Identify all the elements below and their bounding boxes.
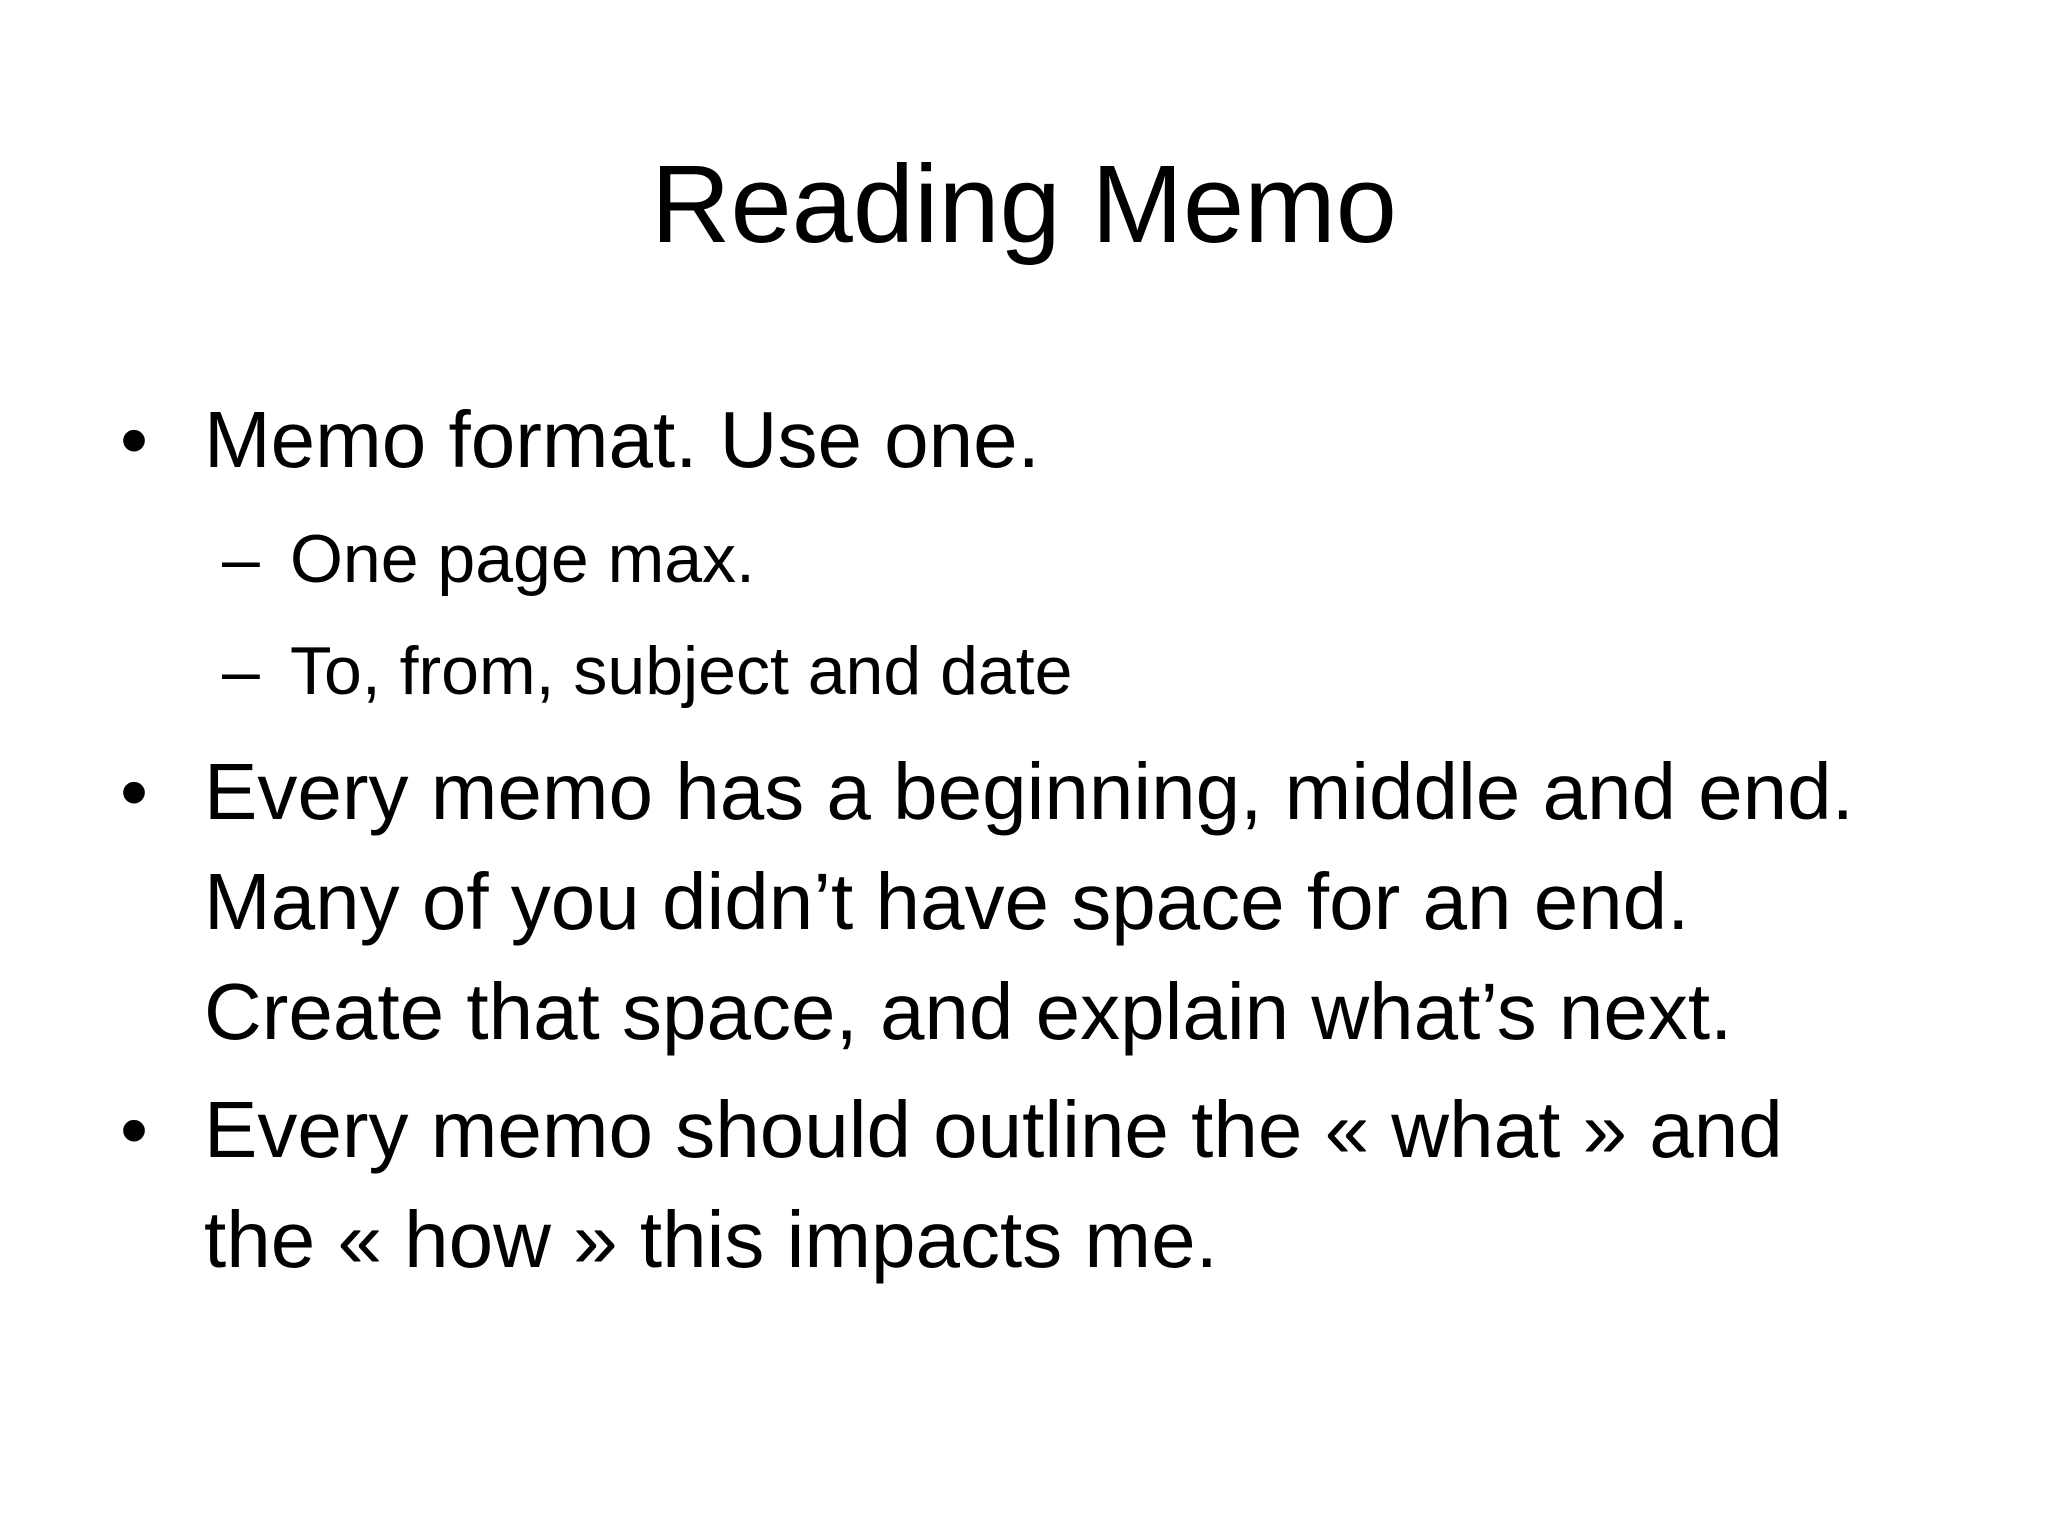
- sub-bullet-item: [120, 615, 1960, 727]
- slide-title: Reading Memo: [651, 143, 1397, 266]
- bullet-line: Every memo has a beginning, middle and end.: [204, 747, 1854, 836]
- sub-bullet-item: [120, 503, 1960, 615]
- sub-bullet-text: To, from, subject and date: [290, 633, 1073, 709]
- dash-icon: –: [222, 633, 260, 709]
- bullet-line: Create that space, and explain what’s next.: [204, 967, 1733, 1056]
- bullet-line: Every memo should outline the « what » and: [204, 1085, 1783, 1174]
- sub-bullet-list: [120, 503, 1960, 727]
- bullet-dot-icon: •: [120, 747, 149, 836]
- bullet-line: the « how » this impacts me.: [204, 1195, 1218, 1284]
- bullet-item: [120, 737, 1960, 1067]
- bullet-dot-icon: •: [120, 1085, 149, 1174]
- bullet-line: Many of you didn’t have space for an end.: [204, 857, 1690, 946]
- bullet-text: Memo format. Use one.: [204, 395, 1040, 484]
- dash-icon: –: [222, 521, 260, 597]
- sub-bullet-text: One page max.: [290, 521, 755, 597]
- bullet-list: [120, 385, 1960, 1303]
- bullet-item: [120, 1075, 1960, 1295]
- bullet-item: [120, 385, 1960, 495]
- bullet-dot-icon: •: [120, 395, 149, 484]
